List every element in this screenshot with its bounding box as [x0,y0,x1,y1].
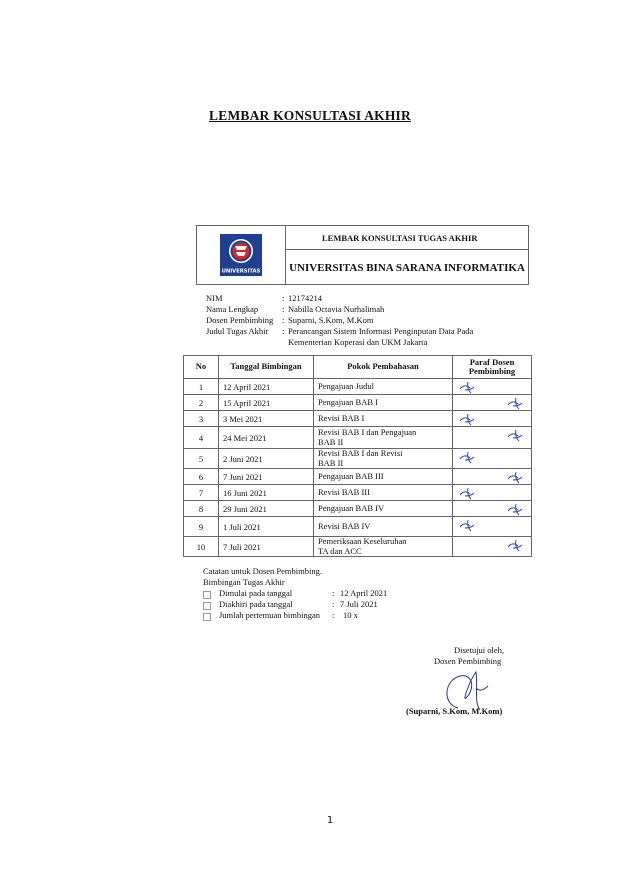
row-topic [314,411,453,427]
page-title: LEMBAR KONSULTASI AKHIR [209,108,411,123]
consultation-table [183,355,532,557]
table-row [184,501,532,517]
row-topic [314,395,453,411]
table-row [184,411,532,427]
row-signature [453,411,532,427]
row-topic [314,517,453,537]
thesis-line-1: Perancangan Sistem Informasi Penginputan Data Pada [288,326,474,336]
paraf-signature-icon [459,451,475,464]
row-number: 4 [184,427,219,449]
end-label: Diakhiri pada tanggal [219,599,293,609]
row-date: 24 Mei 2021 [219,427,314,449]
row-topic-line-1: Revisi BAB I dan Pengajuan [318,427,417,437]
row-topic [314,469,453,485]
row-topic-line-2: BAB II [318,457,344,468]
row-topic-line-1: Pengajuan BAB I [318,396,378,407]
row-date: 1 Juli 2021 [219,517,314,537]
row-topic-line-1: Pemeriksaan Keseluruhan [318,536,407,546]
col-signature-line-2: Pembimbing [468,366,516,376]
row-date: 3 Mei 2021 [219,411,314,427]
row-date: 7 Juni 2021 [219,469,314,485]
row-number: 10 [184,537,219,557]
row-number: 3 [184,411,219,427]
table-row [184,379,532,395]
form-header [196,225,529,285]
approval-line-2: Dosen Pembimbing [434,656,502,666]
row-signature [453,395,532,411]
col-topic: Pokok Pembahasan [314,356,453,379]
row-date: 7 Juli 2021 [219,537,314,557]
row-signature [453,427,532,449]
row-topic [314,501,453,517]
paraf-signature-icon [459,413,475,426]
row-topic [314,427,453,449]
row-signature [453,485,532,501]
row-signature [453,379,532,395]
colon: : [332,599,335,609]
count-label: Jumlah pertemuan bimbingan [219,610,321,620]
row-signature [453,469,532,485]
paraf-signature-icon [507,429,523,442]
row-signature [453,449,532,469]
table-row [184,485,532,501]
paraf-signature-icon [459,381,475,394]
table-row [184,469,532,485]
notes-line-2: Bimbingan Tugas Akhir [203,577,285,587]
university-logo [220,234,262,276]
row-date: 16 Juni 2021 [219,485,314,501]
row-signature [453,517,532,537]
table-row [184,449,532,469]
approval-line-1: Disetujui oleh, [454,645,505,655]
colon: : [282,293,285,303]
colon: : [332,588,335,598]
paraf-signature-icon [459,487,475,500]
notes-line-1: Catatan untuk Dosen Pembimbing. [203,566,322,576]
row-topic-line-2: BAB II [318,436,344,447]
row-topic [314,537,453,557]
paraf-signature-icon [459,519,475,532]
col-signature [453,356,532,379]
row-topic [314,485,453,501]
colon: : [282,315,285,325]
start-label: Dimulai pada tanggal [219,588,293,598]
advisor-label: Dosen Pembimbing [206,315,274,325]
university-name: UNIVERSITAS BINA SARANA INFORMATIKA [289,261,525,274]
name-value: Nabilla Octavia Nurhalimah [288,304,385,314]
row-signature [453,501,532,517]
table-row [184,427,532,449]
row-topic-line-1: Pengajuan BAB III [318,470,384,481]
name-label: Nama Lengkap [206,304,259,314]
row-date: 15 April 2021 [219,395,314,411]
row-topic-line-2: TA dan ACC [318,545,362,556]
start-value: 12 April 2021 [340,588,388,598]
thesis-label: Judul Tugas Akhir [206,326,269,336]
advisor-value: Suparni, S.Kom, M.Kom [288,315,374,325]
row-number: 9 [184,517,219,537]
row-number: 7 [184,485,219,501]
form-title: LEMBAR KONSULTASI TUGAS AKHIR [286,226,528,250]
paraf-signature-icon [507,397,523,410]
paraf-signature-icon [507,471,523,484]
page-number: 1 [326,815,334,826]
row-number: 6 [184,469,219,485]
row-date: 12 April 2021 [219,379,314,395]
row-signature [453,537,532,557]
table-row [184,517,532,537]
row-topic-line-1: Pengajuan Judul [318,380,374,391]
logo-text: UNIVERSITAS [221,268,261,275]
signer-name: (Suparni, S.Kom, M.Kom) [406,706,503,716]
row-topic [314,449,453,469]
paraf-signature-icon [507,503,523,516]
end-value: 7 Juli 2021 [340,599,378,609]
row-number: 1 [184,379,219,395]
row-topic-line-1: Revisi BAB III [318,486,370,497]
row-topic-line-1: Pengajuan BAB IV [318,502,385,513]
nim-value: 12174214 [288,293,322,303]
col-date: Tanggal Bimbingan [219,356,314,379]
checkbox-icon [203,613,211,621]
row-date: 29 Juni 2021 [219,501,314,517]
colon: : [282,326,285,336]
row-topic-line-1: Revisi BAB I dan Revisi [318,448,403,458]
checkbox-icon [203,602,211,610]
table-row [184,395,532,411]
table-row [184,537,532,557]
nim-label: NIM [206,293,223,303]
logo-cell [197,226,286,284]
row-number: 2 [184,395,219,411]
colon: : [282,304,285,314]
col-no: No [184,356,219,379]
row-date: 2 Juni 2021 [219,449,314,469]
thesis-line-2: Kementerian Koperasi dan UKM Jakarta [288,337,428,347]
row-topic [314,379,453,395]
row-number: 5 [184,449,219,469]
count-value: 10 x [343,610,358,620]
row-topic-line-1: Revisi BAB I [318,412,365,423]
table-header-row [184,356,532,379]
paraf-signature-icon [507,539,523,552]
row-number: 8 [184,501,219,517]
row-topic-line-1: Revisi BAB IV [318,520,371,531]
checkbox-icon [203,591,211,599]
col-signature-line-1: Paraf Dosen [469,356,515,367]
colon: : [332,610,335,620]
